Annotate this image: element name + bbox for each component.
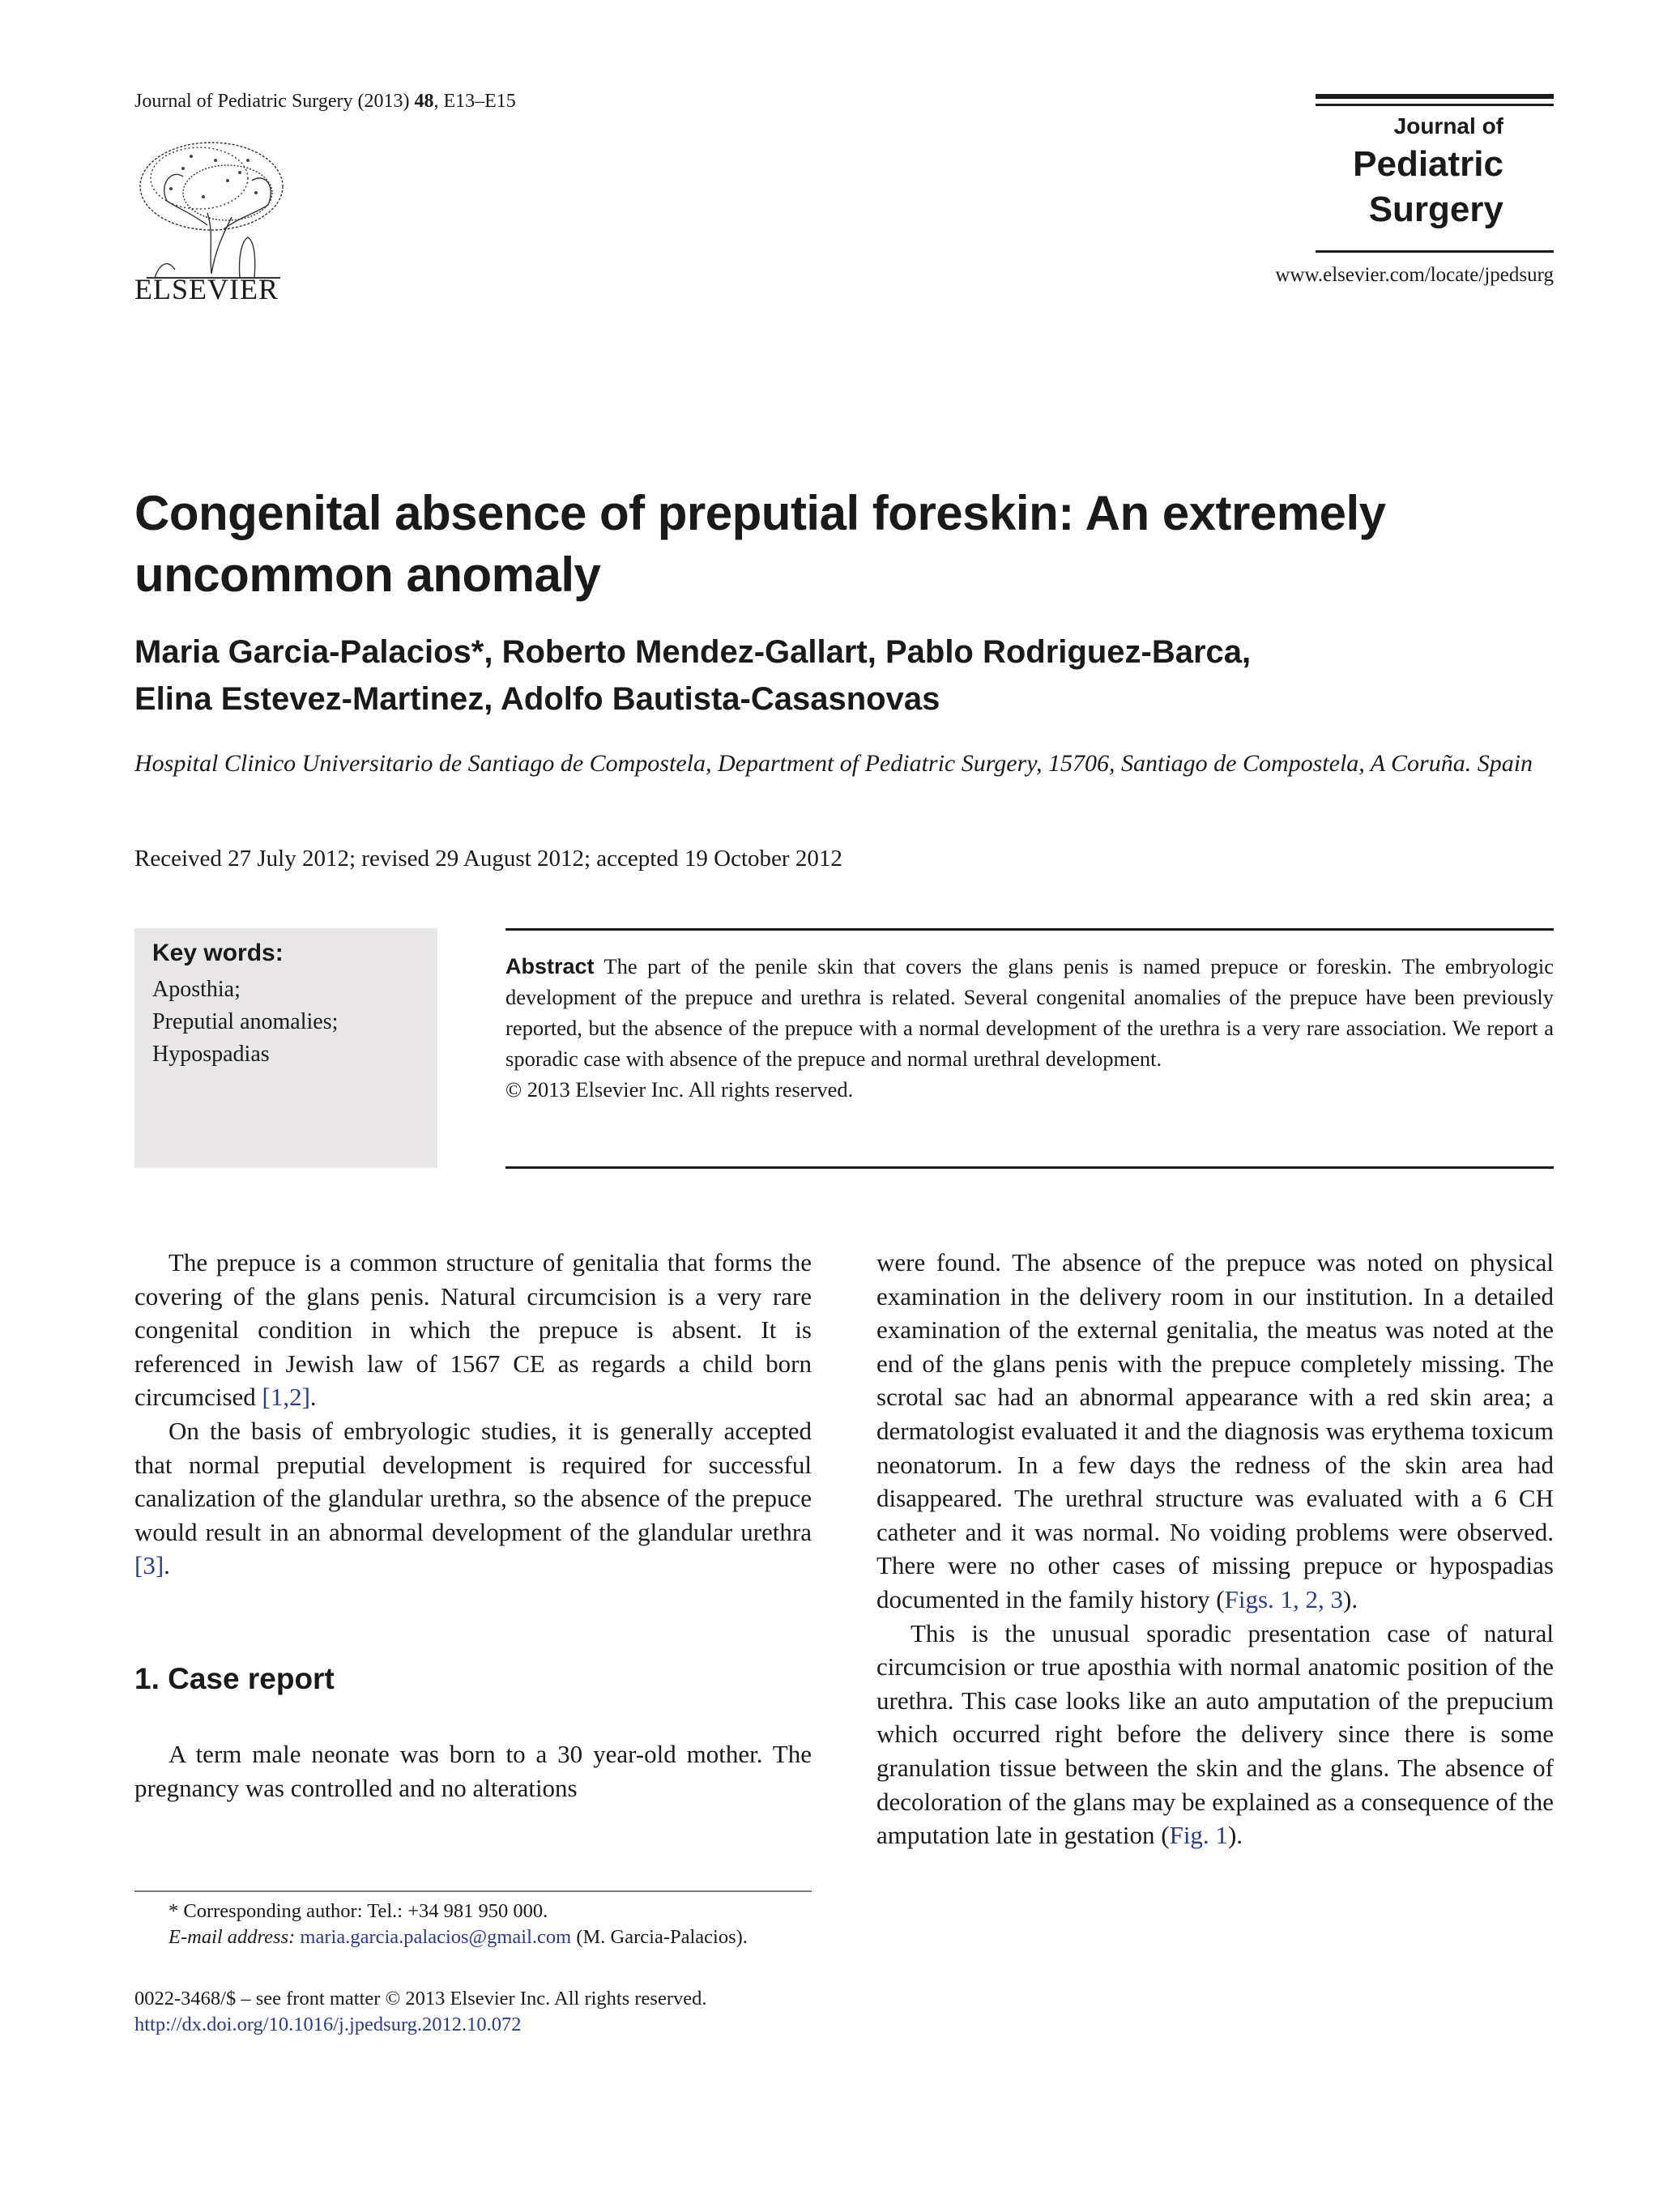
keyword-item: Preputial anomalies;: [152, 1009, 339, 1034]
section-heading: 1. Case report: [134, 1662, 335, 1695]
abstract-text: The part of the penile skin that covers the glans penis is named prepuce or foreskin. The embryologic development of the prepuce and urethra is related. Several congenital anomalies of the prepuce have been previously reported, but the absence of the prepuce with a normal development of the urethra is a very rare association. We report a sporadic case with absence of the prepuce and normal urethral development.: [505, 954, 1554, 1071]
email-line: [134, 1924, 812, 1950]
author-list: [134, 629, 1560, 722]
journal-logo: [1316, 94, 1554, 253]
issn-line: 0022-3468/$ – see front matter © 2013 Elsevier Inc. All rights reserved.: [134, 1988, 707, 2010]
body-column-right: [876, 1246, 1554, 1852]
paragraph: [876, 1246, 1554, 1617]
logo-line-1: Journal of: [1393, 113, 1503, 139]
logo-rule-bottom: [1316, 250, 1554, 253]
abstract-rule-top: [505, 928, 1554, 931]
paragraph-end: .: [164, 1551, 170, 1580]
authors-line-1: Maria Garcia-Palacios*, Roberto Mendez-Gallart, Pablo Rodriguez-Barca,: [134, 634, 1252, 670]
abstract-label: Abstract: [505, 954, 595, 978]
article-title: Congenital absence of preputial foreskin: An extremely uncommon anomaly: [134, 486, 1386, 602]
corresponding-author: * Corresponding author: Tel.: +34 981 950 000.: [168, 1900, 548, 1922]
journal-url[interactable]: www.elsevier.com/locate/jpedsurg: [1275, 264, 1554, 286]
abstract: [505, 951, 1554, 1105]
logo-line-2: Pediatric: [1353, 144, 1503, 184]
paragraph: A term male neonate was born to a 30 year-old mother. The pregnancy was controlled and no alterations: [134, 1740, 812, 1802]
body-column-left-lower: [134, 1737, 812, 1805]
email-label: E-mail address:: [168, 1926, 296, 1948]
figure-link[interactable]: Fig. 1: [1169, 1821, 1228, 1850]
paragraph-text: The prepuce is a common structure of genitalia that forms the covering of the glans penis. Natural circumcision is a very rare congenital condition in which the prepuce is absent. It is referenced in Jewish law of 1567 CE as regards a child born circumcised: [134, 1248, 812, 1412]
volume-number: 48: [414, 91, 434, 112]
keywords-list: [152, 974, 338, 1071]
reference-link[interactable]: [3]: [134, 1551, 164, 1580]
paragraph: [134, 1246, 812, 1414]
figure-link[interactable]: Figs. 1, 2, 3: [1224, 1584, 1344, 1613]
paragraph-end: ).: [1227, 1821, 1243, 1850]
footnote-rule: [134, 1890, 812, 1892]
received-dates: Received 27 July 2012; revised 29 August 2012; accepted 19 October 2012: [134, 846, 842, 872]
paragraph-text: On the basis of embryologic studies, it is generally accepted that normal preputial development is required for successful canalization of the glandular urethra, so the absence of the prepuce would result in an abnormal development of the glandular urethra: [134, 1416, 812, 1546]
email-suffix: (M. Garcia-Palacios).: [571, 1926, 748, 1948]
affiliation: Hospital Clinico Universitario de Santiago de Compostela, Department of Pediatric Surgery, 15706, Santiago de Compostela, A Coruña. Spain: [134, 750, 1533, 777]
paragraph-text: were found. The absence of the prepuce was noted on physical examination in the delivery room in our institution. In a detailed examination of the external genitalia, the meatus was noted at the end of the glans penis with the prepuce completely missing. The scrotal sac had an abnormal appearance with a red skin area; a dermatologist evaluated it and the diagnosis was erythema toxicum neonatorum. In a few days the redness of the skin area had disappeared. The urethral structure was evaluated with a 6 CH catheter and it was normal. No voiding problems were observed. There were no other cases of missing prepuce or hypospadias documented in the family history (: [876, 1248, 1554, 1613]
logo-rule-top-thin: [1316, 104, 1554, 106]
doi-link[interactable]: http://dx.doi.org/10.1016/j.jpedsurg.2012.10.072: [134, 2014, 522, 2035]
article-info: [134, 1986, 812, 2038]
authors-line-2: Elina Estevez-Martinez, Adolfo Bautista-Casasnovas: [134, 681, 940, 717]
logo-rule-top: [1316, 94, 1554, 99]
keyword-item: Hypospadias: [152, 1042, 270, 1067]
email-link[interactable]: maria.garcia.palacios@gmail.com: [300, 1926, 572, 1948]
paragraph: [876, 1617, 1554, 1852]
paragraph: [134, 1414, 812, 1583]
paragraph-end: ).: [1343, 1584, 1358, 1613]
paragraph-end: .: [309, 1383, 317, 1412]
paragraph-text: This is the unusual sporadic presentation case of natural circumcision or true aposthia with normal anatomic position of the urethra. This case looks like an auto amputation of the prepucium which occurred right before the delivery since there is some granulation tissue between the skin and the glans. The absence of decoloration of the glans may be explained as a consequence of the amputation late in gestation (: [876, 1618, 1554, 1850]
abstract-copyright: © 2013 Elsevier Inc. All rights reserved.: [505, 1077, 854, 1102]
journal-citation: [134, 91, 516, 113]
keywords-title: Key words:: [152, 940, 284, 966]
footnotes: [134, 1899, 812, 1950]
page-range: , E13–E15: [433, 91, 516, 112]
abstract-rule-bottom: [505, 1166, 1554, 1169]
body-column-left: [134, 1246, 812, 1583]
keywords-box: [134, 928, 437, 1168]
logo-line-3: Surgery: [1368, 190, 1503, 229]
reference-link[interactable]: [1,2]: [262, 1383, 310, 1412]
keyword-item: Aposthia;: [152, 977, 241, 1002]
journal-ref: Journal of Pediatric Surgery (2013): [134, 91, 410, 112]
publisher-name: ELSEVIER: [134, 273, 279, 305]
